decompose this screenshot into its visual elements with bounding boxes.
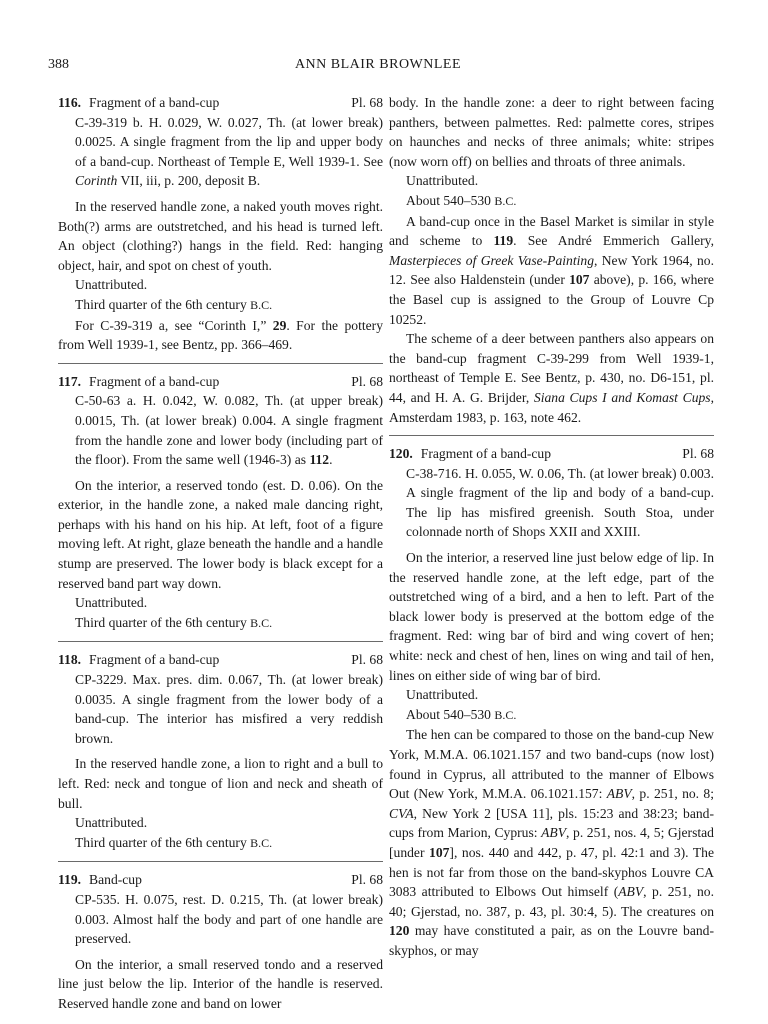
divider	[58, 641, 383, 642]
entry-119-heading	[58, 870, 383, 890]
entry-119-description-start: On the interior, a small reserved tondo and a reserved line just below the lip. Interior of the handle is reserved. Reserved handle zone and band on lower	[58, 956, 383, 1011]
entry-119-description-end: body. In the handle zone: a deer to right between facing panthers, between palmettes. Red: palmette cores, stripes on haunches and necks of three animals; white: stripes (now worn off) on bellies and throats of three animals.	[389, 95, 714, 169]
entry-117-heading	[58, 372, 383, 392]
running-title: ANN BLAIR BROWNLEE	[294, 57, 462, 72]
entry-119-title: Band-cup	[89, 872, 142, 888]
entry-116-note: For C-39-319 a, see “Corinth I,” 29. For the pottery from Well 1939-1, see Bentz, pp. 366–469.	[58, 317, 383, 353]
entry-117-attribution: Unattributed.	[75, 595, 148, 611]
entry-118-description: In the reserved handle zone, a lion to right and a bull to left. Red: neck and tongue of lion and neck and sheath of bull.	[58, 756, 383, 811]
entry-116-number: 116.	[58, 95, 82, 110]
entry-117-number: 117.	[58, 373, 82, 389]
entry-119-attribution: Unattributed.	[406, 173, 479, 189]
entry-119-note-1: A band-cup once in the Basel Market is similar in style and scheme to 119. See André Emmerich Gallery, Masterpieces of Greek Vase-Painting, New York 1964, no. 12. See also Haldenstein (under 107 above), p. 166, where the Basel cup is assigned to the Group of Louvre Cp 10252.	[389, 213, 715, 327]
entry-116-date: Third quarter of the 6th century B.C.	[75, 296, 273, 312]
entry-118-heading	[58, 650, 383, 670]
entry-116-title: Fragment of a band-cup	[89, 95, 220, 110]
entry-118-date: Third quarter of the 6th century B.C.	[75, 834, 273, 850]
entry-118-inventory: CP-3229. Max. pres. dim. 0.067, Th. (at lower break) 0.0035. A single fragment from the lower body of a band-cup. The interior has misfired a very reddish brown.	[75, 672, 383, 746]
divider	[389, 435, 714, 436]
right-column	[389, 93, 714, 961]
entry-118-title: Fragment of a band-cup	[89, 652, 220, 668]
entry-120-title: Fragment of a band-cup	[420, 446, 552, 462]
running-head	[48, 55, 708, 79]
entry-118-plate: Pl. 68	[351, 652, 383, 668]
entry-120-inventory: C-38-716. H. 0.055, W. 0.06, Th. (at lower break) 0.003. A single fragment of the lip and body of a band-cup. The lip has misfired greenish. South Stoa, under colonnade north of Shops XXII and XXIII.	[406, 465, 714, 540]
entry-116-description: In the reserved handle zone, a naked youth moves right. Both(?) arms are outstretched, and his head is turned left. An object (clothing?) hangs in the field. Red: hanging object, hair, and spot on chest of youth.	[58, 198, 383, 273]
entry-119-note-2: The scheme of a deer between panthers also appears on the band-cup fragment C-39-299 from Well 1939-1, northeast of Temple E. See Bentz, p. 430, no. D6-151, pl. 44, and H. A. G. Brijder, Siana Cups I and Komast Cups, Amsterdam 1983, p. 163, note 462.	[389, 331, 714, 425]
entry-116-inventory: C-39-319 b. H. 0.029, W. 0.027, Th. (at lower break) 0.0025. A single fragment from the lip and upper body of a band-cup. Northeast of Temple E, Well 1939-1. See Corinth VII, iii, p. 200, deposit B.	[75, 114, 383, 189]
entry-117-description: On the interior, a reserved tondo (est. D. 0.06). On the exterior, in the handle zone, a naked male dancing right, perhaps with his hand on his hip. At left, foot of a figure moving left. At right, glaze beneath the handle and a handle stump are preserved. The lower body is black except for a reserved band part way down.	[58, 477, 383, 591]
left-column	[58, 93, 383, 1014]
entry-119-number: 119.	[58, 872, 82, 888]
entry-120-attribution: Unattributed.	[406, 687, 479, 703]
entry-120-heading	[389, 444, 714, 464]
entry-120-plate: Pl. 68	[682, 446, 714, 462]
divider	[58, 861, 383, 862]
entry-118-attribution: Unattributed.	[75, 815, 148, 831]
entry-120-date: About 540–530 B.C.	[406, 706, 517, 722]
entry-120-description: On the interior, a reserved line just below edge of lip. In the reserved handle zone, at the left edge, part of the outstretched wing of a bird, and a hen to left. Part of the black lower body is preserved at the bottom edge of the fragment. Red: wing bar of bird and wing covert of hen; white: neck and chest of hen, lines on wing and tail of hen, lines on either side of wing bar of bird.	[389, 550, 714, 683]
divider	[58, 363, 383, 364]
entry-116-heading	[58, 93, 383, 113]
page-number: 388	[48, 57, 69, 72]
entry-117-plate: Pl. 68	[351, 373, 383, 389]
entry-119-date: About 540–530 B.C.	[406, 192, 517, 208]
entry-116-plate: Pl. 68	[351, 95, 383, 110]
entry-118-number: 118.	[58, 652, 82, 668]
entry-119-inventory: CP-535. H. 0.075, rest. D. 0.215, Th. (at lower break) 0.003. Almost half the body and part of one handle are preserved.	[75, 891, 383, 947]
entry-120-note: The hen can be compared to those on the band-cup New York, M.M.A. 06.1021.157 and two band-cups (now lost) found in Cyprus, all attributed to the manner of Elbows Out (New York, M.M.A. 06.1021.157: ABV, p. 251, no. 8; CVA, New York 2 [USA 11], pls. 15:23 and 38:23; band-cups from Marion, Cyprus: ABV, p. 251, nos. 4, 5; Gjerstad [under 107], nos. 440 and 442, p. 47, pl. 42:1 and 3). The hen is not far from those on the band-skyphos Louvre CA 3083 attributed to Elbows Out himself (ABV, p. 251, no. 40; Gjerstad, no. 387, p. 43, pl. 30:4, 5). The creatures on 120 may have constituted a pair, as on the Louvre band-skyphos, or may	[389, 727, 715, 958]
entry-119-plate: Pl. 68	[351, 872, 383, 888]
entry-116-attribution: Unattributed.	[75, 277, 148, 293]
entry-117-inventory: C-50-63 a. H. 0.042, W. 0.082, Th. (at upper break) 0.0015, Th. (at lower break) 0.004. A single fragment from the handle zone and lower body (including part of the floor). From the same well (1946-3) as 112.	[75, 393, 383, 468]
entry-117-date: Third quarter of the 6th century B.C.	[75, 614, 273, 630]
entry-120-number: 120.	[389, 446, 413, 462]
entry-117-title: Fragment of a band-cup	[89, 373, 220, 389]
